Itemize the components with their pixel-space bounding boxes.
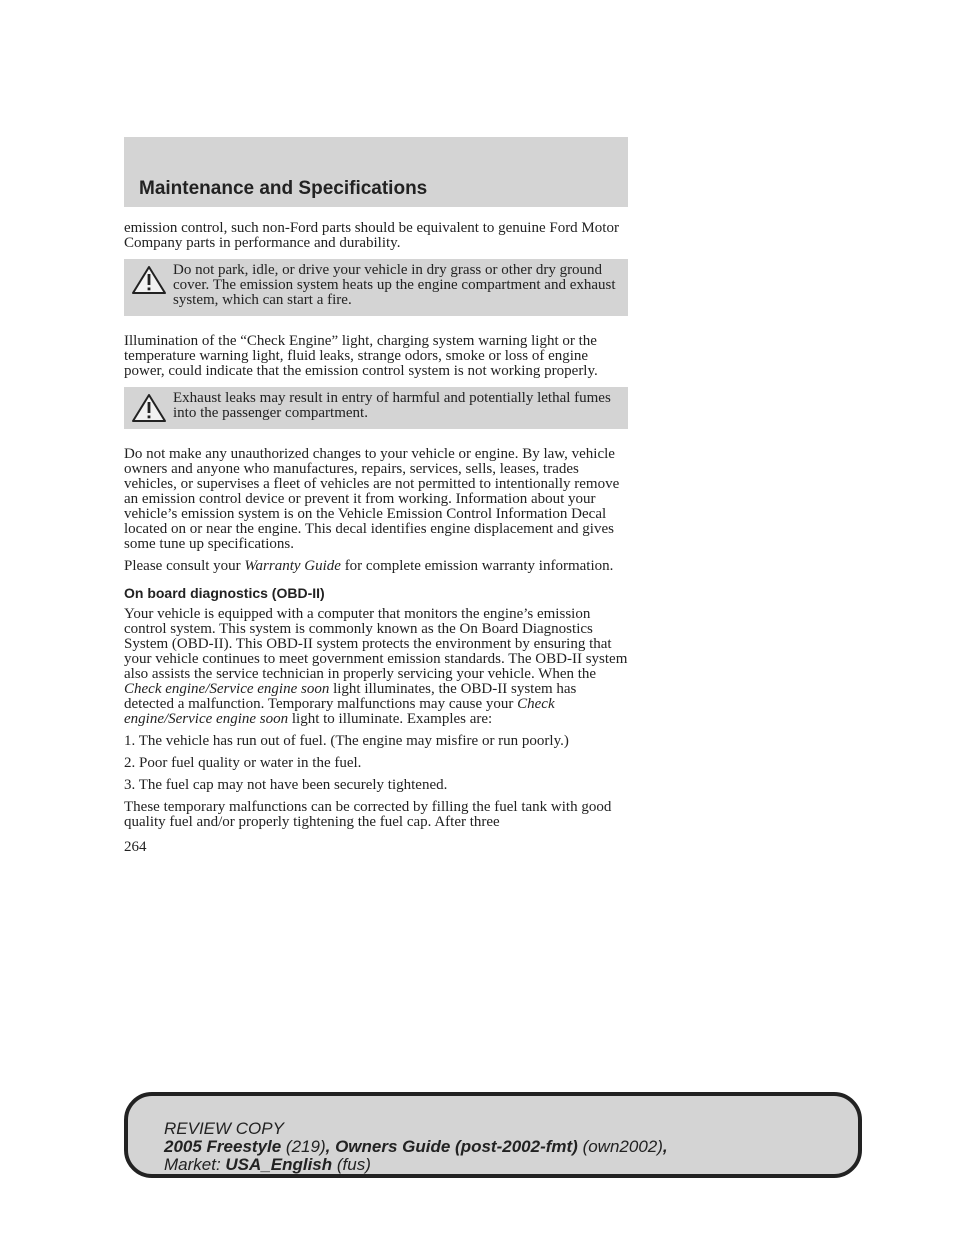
footer-line-2 [164, 1138, 668, 1156]
footer-model: 2005 Freestyle [164, 1137, 282, 1156]
footer-market-label: Market: [164, 1155, 226, 1174]
obd-text-3: light to illuminate. Examples are: [288, 711, 493, 727]
footer-guide-code: (own2002) [577, 1137, 663, 1156]
footer-sep-1: , [325, 1137, 336, 1156]
consult-text-post: for complete emission warranty information. [340, 558, 614, 574]
warranty-guide-title: Warranty Guide [244, 558, 341, 574]
warning-icon [131, 393, 167, 423]
page-number: 264 [124, 839, 147, 855]
obd-text-2: light illuminates, the OBD-II system has detected a malfunction. Temporary malfunctions may cause your [124, 681, 577, 712]
consult-paragraph [124, 559, 628, 574]
warning-box-exhaust [124, 387, 628, 429]
footer-market: USA_English [225, 1155, 333, 1174]
footer-line-3 [164, 1156, 668, 1174]
footer-market-code: (fus) [332, 1155, 371, 1174]
page-content [124, 221, 628, 855]
warning-icon [131, 265, 167, 295]
obd-paragraph [124, 607, 628, 727]
intro-paragraph: emission control, such non-Ford parts should be equivalent to genuine Ford Motor Company parts in performance and durability. [124, 220, 619, 251]
illumination-paragraph: Illumination of the “Check Engine” light, charging system warning light or the temperature warning light, fluid leaks, strange odors, smoke or loss of engine power, could indicate that the emission control system is not working properly. [124, 333, 598, 379]
obd-subheading: On board diagnostics (OBD-II) [124, 585, 325, 601]
list-item: 3. The fuel cap may not have been securely tightened. [124, 777, 448, 793]
obd-text-1: Your vehicle is equipped with a computer that monitors the engine’s emission control system. This system is commonly known as the On Board Diagnostics System (OBD-II). This OBD-II system protects the environment by ensuring that your vehicle continues to meet government emission standards. The OBD-II system also assists the service technician in properly servicing your vehicle. When the [124, 606, 628, 682]
footer-review-label: REVIEW COPY [164, 1119, 284, 1138]
footer-text [164, 1120, 668, 1174]
section-title: Maintenance and Specifications [139, 178, 428, 199]
warning-text-exhaust: Exhaust leaks may result in entry of harmful and potentially lethal fumes into the passenger compartment. [173, 390, 611, 421]
temporary-paragraph: These temporary malfunctions can be corrected by filling the fuel tank with good quality fuel and/or properly tightening the fuel cap. After three [124, 799, 612, 830]
review-copy-footer [124, 1092, 862, 1178]
footer-model-code: (219) [281, 1137, 326, 1156]
warning-box-fire [124, 259, 628, 316]
section-header-band [124, 137, 628, 207]
consult-text-pre: Please consult your [124, 558, 245, 574]
footer-guide: Owners Guide (post-2002-fmt) [335, 1137, 578, 1156]
obd-light-name-2: Check engine/Service engine soon [124, 696, 555, 727]
obd-light-name-1: Check engine/Service engine soon [124, 681, 330, 697]
list-item: 1. The vehicle has run out of fuel. (The engine may misfire or run poorly.) [124, 733, 569, 749]
list-item: 2. Poor fuel quality or water in the fuel. [124, 755, 362, 771]
warning-text-fire: Do not park, idle, or drive your vehicle in dry grass or other dry ground cover. The emission system heats up the engine compartment and exhaust system, which can start a fire. [173, 262, 616, 308]
footer-sep-2: , [662, 1137, 668, 1156]
changes-paragraph: Do not make any unauthorized changes to your vehicle or engine. By law, vehicle owners and anyone who manufactures, repairs, services, sells, leases, trades vehicles, or supervises a fleet of vehicles are not permitted to intentionally remove an emission control device or prevent it from working. Information about your vehicle’s emission system is on the Vehicle Emission Control Information Decal located on or near the engine. This decal identifies engine displacement and gives some tune up specifications. [124, 446, 620, 552]
